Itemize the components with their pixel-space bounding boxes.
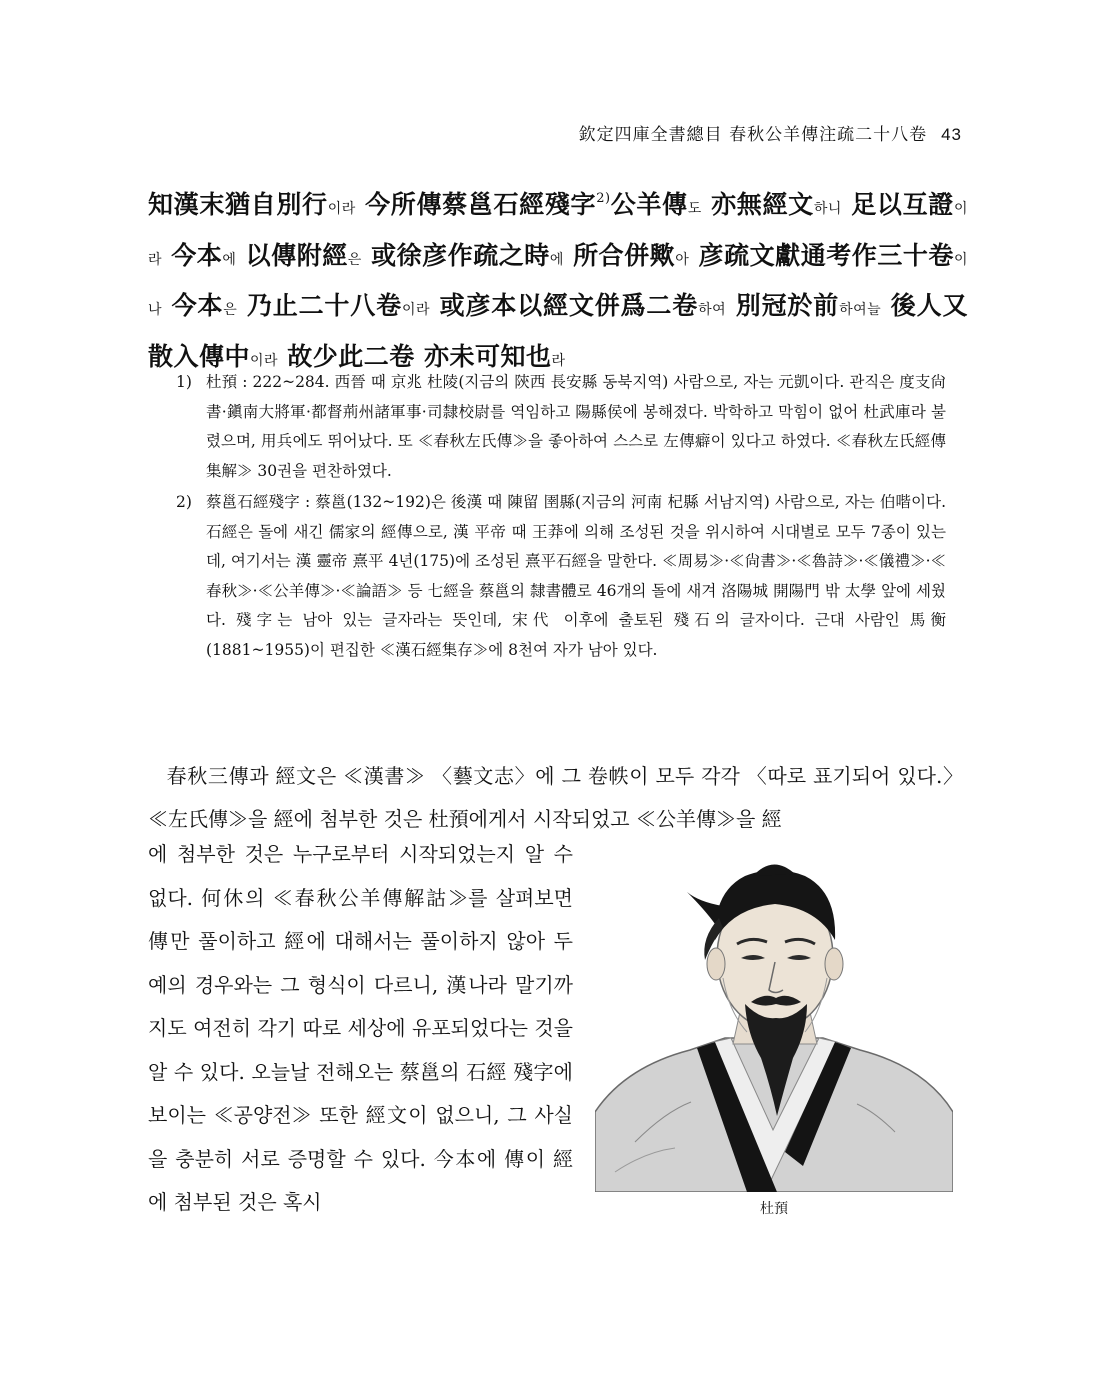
footnote-ref-2[interactable]: 2) <box>596 191 611 206</box>
classical-phrase: 後人又散入傳中 <box>148 291 968 371</box>
running-header <box>120 120 962 145</box>
translation-paragraph <box>148 755 963 841</box>
classical-phrase: 公羊傳 <box>610 190 688 219</box>
classical-phrase: 今本 <box>162 291 224 320</box>
footnote-text: 杜預 : 222~284. 西晉 때 京兆 杜陵(지금의 陝西 長安縣 동북지역) 사람으로, 자는 元凱이다. 관직은 度支尙書·鎭南大將軍·都督荊州諸軍事·司隸校尉를 역임하고 陽縣侯에 봉해졌다. 박학하고 막힘이 없어 杜武庫라 불렸으며, 用兵에도 뛰어났다. 또 ≪春秋左氏傳≫을 좋아하여 스스로 左傳癖이 있다고 하였다. ≪春秋左氏經傳集解≫ 30권을 편찬하였다. <box>206 373 946 480</box>
hyeonto: 에 <box>549 251 564 268</box>
classical-phrase: 乃止二十八卷 <box>237 291 402 320</box>
classical-phrase: 知漢末猶自別行 <box>148 190 328 219</box>
classical-phrase: 所合併歟 <box>563 240 676 270</box>
portrait-illustration <box>595 862 953 1192</box>
classical-phrase: 以傳附經 <box>236 240 348 270</box>
running-title: 欽定四庫全書總目 春秋公羊傳注疏二十八卷 <box>578 125 928 145</box>
footnote-1 <box>176 368 946 486</box>
footnote-text: 蔡邕石經殘字 : 蔡邕(132~192)은 後漢 때 陳留 圉縣(지금의 河南 杞縣 서남지역) 사람으로, 자는 伯喈이다. 石經은 돌에 새긴 儒家의 經傳으로, 漢 平帝 때 王莽에 의해 조성된 것을 위시하여 시대별로 모두 7종이 있는데, 여기서는 漢 靈帝 熹平 4년(175)에 조성된 熹平石經을 말한다. ≪周易≫·≪尙書≫·≪魯詩≫·≪儀禮≫·≪春秋≫·≪公羊傳≫·≪論語≫ 등 七經을 蔡邕의 隸書體로 46개의 돌에 새겨 洛陽城 開陽門 밖 太學 앞에 세웠다. 殘字는 남아 있는 글자라는 뜻인데, 宋代 이후에 출토된 殘石의 글자이다. 근대 사람인 馬衡(1881~1955)이 편집한 ≪漢石經集存≫에 8천여 자가 남아 있다. <box>206 493 946 659</box>
footnote-number: 2) <box>176 493 192 511</box>
hyeonto: 이라 <box>327 201 356 217</box>
figure-caption: 杜預 <box>760 1201 788 1217</box>
translation-text: 에 첨부한 것은 누구로부터 시작되었는지 알 수 없다. 何休의 ≪春秋公羊傳解詁≫를 살펴보면 傳만 풀이하고 經에 대해서는 풀이하지 않아 두예의 경우와는 그 형식이 다르니, 漢나라 말기까지도 여전히 각기 따로 세상에 유포되었다는 것을 알 수 있다. 오늘날 전해오는 蔡邕의 石經 殘字에 보이는 ≪공양전≫ 또한 經文이 없으니, 그 사실을 충분히 서로 증명할 수 있다. 今本에 傳이 經에 첨부된 것은 혹시 <box>148 842 573 1214</box>
hyeonto: 하니 <box>813 201 842 217</box>
portrait-image <box>595 862 953 1192</box>
hyeonto: 하여 <box>698 302 727 318</box>
hyeonto: 에 <box>222 251 237 268</box>
page-number: 43 <box>941 125 962 144</box>
hyeonto: 이나 <box>148 251 968 318</box>
hyeonto: 은 <box>223 302 238 318</box>
classical-phrase: 足以互證 <box>841 190 954 219</box>
hyeonto: 도 <box>687 201 702 217</box>
classical-phrase: 今本 <box>162 240 223 270</box>
hyeonto: 이라 <box>250 352 279 369</box>
classical-phrase: 今所傳蔡邕石經殘字 <box>355 190 597 219</box>
hyeonto: 이라 <box>401 302 431 318</box>
hyeonto: 라 <box>551 352 566 369</box>
footnote-number: 1) <box>176 373 192 391</box>
classical-text <box>148 182 968 384</box>
hyeonto: 하여늘 <box>839 302 882 318</box>
classical-phrase: 彦疏文獻通考作三十卷 <box>689 240 954 270</box>
classical-phrase: 亦無經文 <box>701 190 814 219</box>
translation-continued <box>148 833 573 1225</box>
classical-phrase: 或彦本以經文併爲二卷 <box>430 291 699 320</box>
footnotes <box>176 368 946 667</box>
hyeonto: 이라 <box>148 201 968 268</box>
classical-phrase: 別冠於前 <box>726 291 840 320</box>
translation-text: 春秋三傳과 經文은 ≪漢書≫ 〈藝文志〉에 그 卷帙이 모두 각각 〈따로 표기되어 있다.〉 ≪左氏傳≫을 經에 첨부한 것은 杜預에게서 시작되었고 ≪公羊傳≫을 經 <box>148 764 963 831</box>
hyeonto: 은 <box>347 251 362 268</box>
footnote-2 <box>176 488 946 665</box>
hyeonto: 아 <box>675 251 690 268</box>
classical-phrase: 故少此二卷 亦未可知也 <box>278 341 552 371</box>
classical-phrase: 或徐彦作疏之時 <box>361 240 550 270</box>
